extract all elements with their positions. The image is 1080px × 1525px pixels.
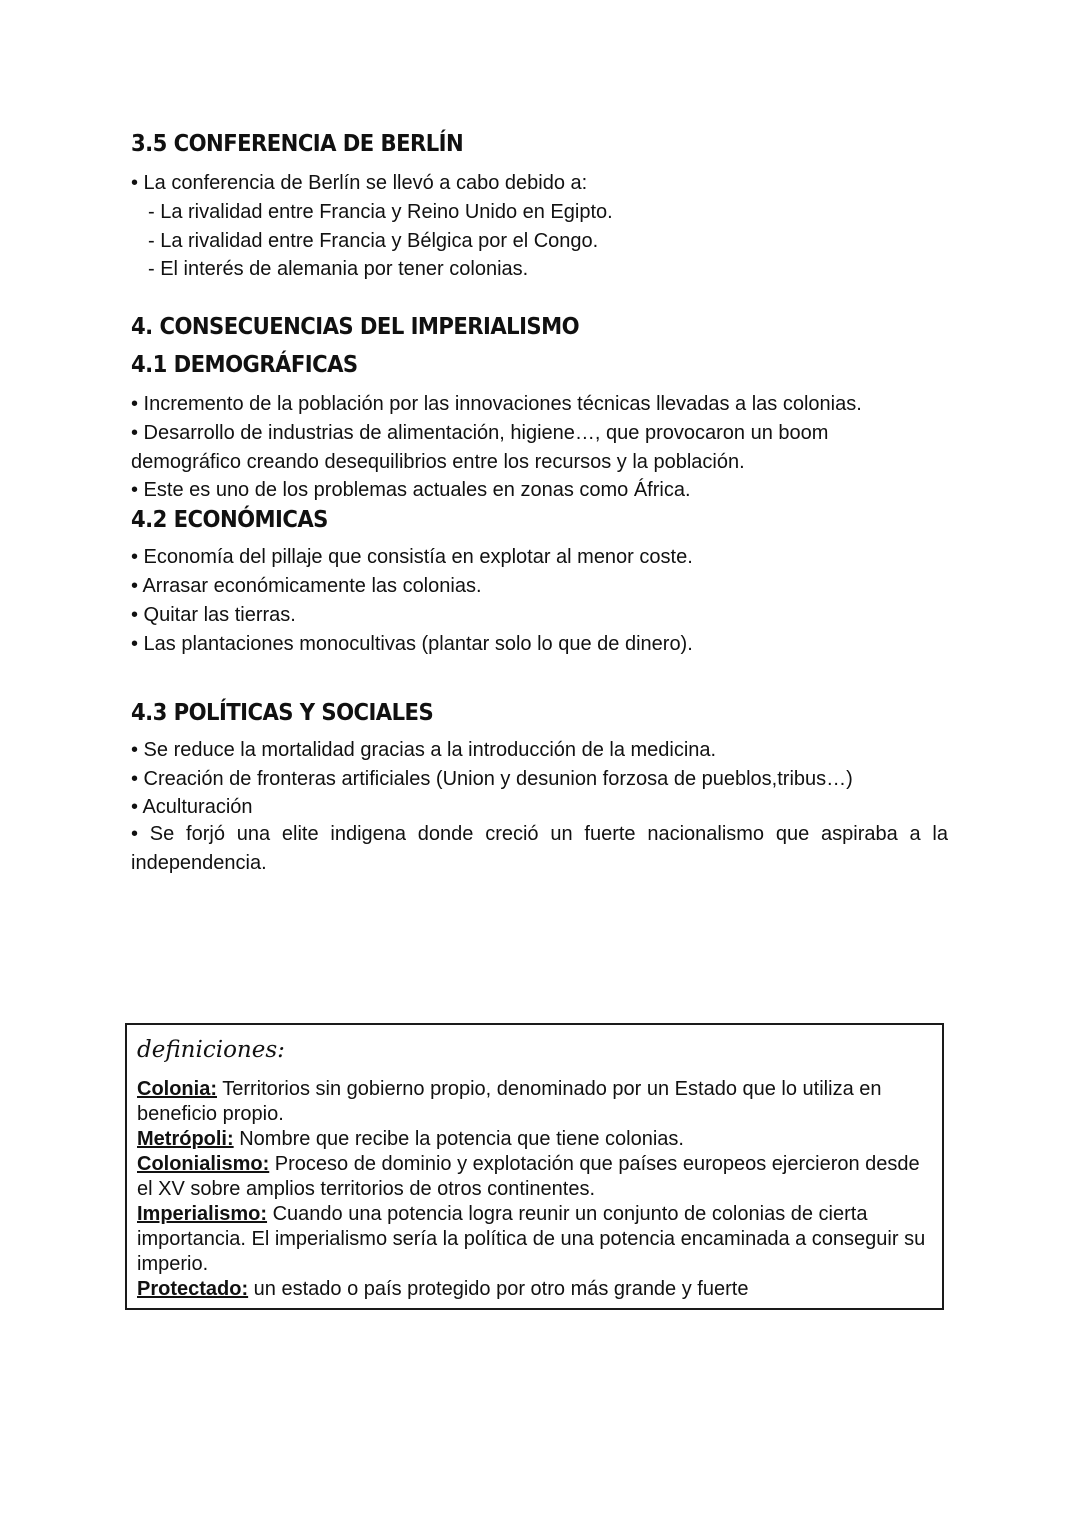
bullet-item: • Las plantaciones monocultivas (plantar solo lo que de dinero). (131, 633, 693, 655)
definition-protectado (137, 1277, 937, 1302)
term-label: Colonia: (137, 1078, 217, 1100)
definition-imperialismo (137, 1202, 937, 1277)
heading-demograficas: 4.1 DEMOGRÁFICAS (131, 352, 358, 378)
definition-text: Cuando una potencia logra reunir un conjunto de colonias de cierta importancia. El imperialismo sería la política de una potencia encaminada a conseguir su imperio. (137, 1203, 926, 1275)
sub-item: - La rivalidad entre Francia y Bélgica por el Congo. (148, 230, 599, 252)
bullet-item: • Creación de fronteras artificiales (Union y desunion forzosa de pueblos,tribus…) (131, 768, 853, 790)
definitions-title: definiciones: (137, 1037, 285, 1063)
definition-colonia (137, 1077, 937, 1127)
definition-text: Nombre que recibe la potencia que tiene colonias. (233, 1128, 684, 1150)
definition-text: Territorios sin gobierno propio, denominado por un Estado que lo utiliza en beneficio propio. (137, 1078, 882, 1125)
bullet-item-continuation: demográfico creando desequilibrios entre los recursos y la población. (131, 451, 745, 473)
term-label: Protectado: (137, 1278, 249, 1300)
definition-text: un estado o país protegido por otro más grande y fuerte (248, 1278, 749, 1300)
definition-metropoli (137, 1127, 937, 1152)
definition-text: Proceso de dominio y explotación que países europeos ejercieron desde el XV sobre amplios territorios de otros continentes. (137, 1153, 920, 1200)
bullet-item: • Este es uno de los problemas actuales en zonas como África. (131, 479, 691, 501)
bullet-item: • Economía del pillaje que consistía en explotar al menor coste. (131, 546, 693, 568)
bullet-intro: • La conferencia de Berlín se llevó a cabo debido a: (131, 172, 588, 194)
bullet-item: • Se forjó una elite indigena donde creció un fuerte nacionalismo que aspiraba a la independencia. (131, 823, 948, 874)
bullet-item: • Quitar las tierras. (131, 604, 296, 626)
heading-politicas-sociales: 4.3 POLÍTICAS Y SOCIALES (131, 700, 434, 726)
heading-conferencia-berlin: 3.5 CONFERENCIA DE BERLÍN (131, 131, 464, 157)
definitions-box (125, 1023, 944, 1310)
sub-item: - El interés de alemania por tener colonias. (148, 258, 529, 280)
definition-colonialismo (137, 1152, 937, 1202)
bullet-item: • Se reduce la mortalidad gracias a la introducción de la medicina. (131, 739, 717, 761)
term-label: Colonialismo: (137, 1153, 270, 1175)
bullet-item: • Desarrollo de industrias de alimentación, higiene…, que provocaron un boom (131, 422, 829, 444)
term-label: Imperialismo: (137, 1203, 268, 1225)
bullet-item: • Arrasar económicamente las colonias. (131, 575, 482, 597)
bullet-item: • Incremento de la población por las innovaciones técnicas llevadas a las colonias. (131, 393, 862, 415)
heading-consecuencias: 4. CONSECUENCIAS DEL IMPERIALISMO (131, 314, 580, 340)
bullet-item: • Aculturación (131, 796, 253, 818)
sub-item: - La rivalidad entre Francia y Reino Unido en Egipto. (148, 201, 613, 223)
heading-economicas: 4.2 ECONÓMICAS (131, 507, 328, 533)
term-label: Metrópoli: (137, 1128, 234, 1150)
